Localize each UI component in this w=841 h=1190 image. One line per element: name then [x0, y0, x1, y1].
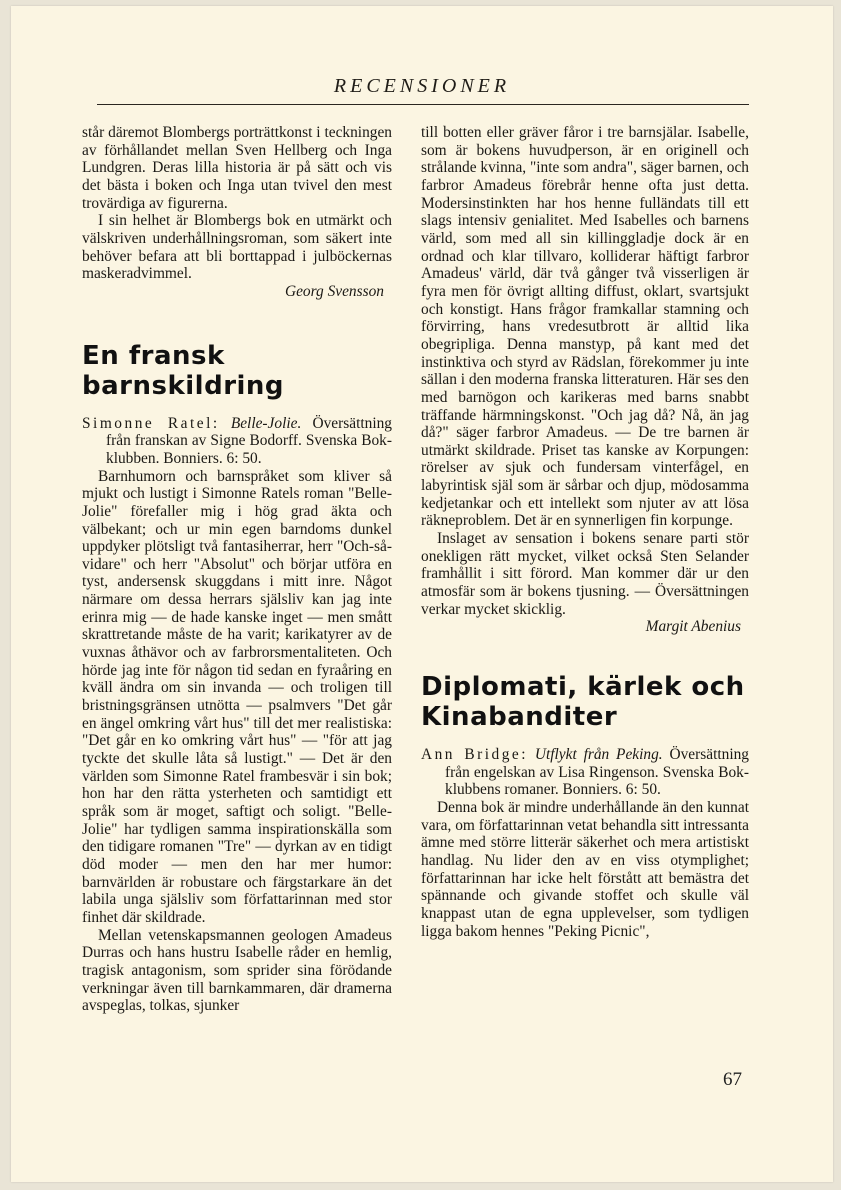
paragraph: Mellan vetenskapsmannen geologen Amadeus Durras och hans hustru Isabelle råder en hemlig, tragisk antagonism, som sprider sina förödande verkningar även till barnkammaren, där dramerna avspeglas, tolkas, sjunker: [82, 926, 392, 1015]
bibliographic-entry: [421, 746, 749, 799]
page-number: 67: [723, 1069, 742, 1090]
heading-line: Kinabanditer: [421, 702, 618, 733]
book-title: Utflykt från Peking.: [534, 746, 663, 764]
book-author: Ann Bridge:: [421, 746, 529, 764]
review-signature: Georg Svensson: [284, 282, 384, 300]
paragraph: Inslaget av sensation i bokens senare parti stör onekligen rätt mycket, vilket också Sten Selander framhållit i sitt förord. Man kommer där ur den atmosfär som är bokens tjusning. — Översättningen verkar mycket skicklig.: [421, 530, 749, 618]
running-head: RECENSIONER: [333, 75, 511, 97]
paragraph: Denna bok är mindre underhållande än den kunnat vara, om författarinnan vetat behandla sitt intressanta ämne med större litterär säkerhet och mera artistiskt handlag. Nu lider den av en viss otymplighet; författarinnan har icke helt förstått att bemästra det spännande och givande stoffet och skulle väl knappast utan de egna upplevelser, som tydligen ligga bakom hennes "Peking Picnic",: [421, 799, 749, 940]
review-signature: Margit Abenius: [645, 618, 741, 636]
header-rule: [97, 104, 749, 105]
heading-line: barnskildring: [82, 370, 285, 401]
right-column: [421, 124, 749, 940]
left-column: [82, 124, 392, 1015]
paragraph: I sin helhet är Blombergs bok en utmärkt och välskriven underhållningsroman, som säkert inte behöver befara att bli borttappad i julböckernas maskeradvimmel.: [82, 212, 392, 283]
book-details: Översättning från engelskan av Lisa Ringenson. Svenska Bok-klubbens romaner. Bonniers. 6: 50.: [445, 746, 749, 799]
book-title: Belle-Jolie.: [230, 414, 302, 432]
page: [11, 6, 833, 1182]
paragraph: står däremot Blombergs porträttkonst i teckningen av förhållandet mellan Sven Hellberg och Inga Lundgren. Deras lilla historia är på sätt och vis det bästa i boken och Inga utan tvivel den mest trovärdiga av figurerna.: [82, 124, 392, 212]
heading-line: En fransk: [82, 340, 225, 371]
book-author: Simonne Ratel:: [82, 414, 220, 432]
book-details: Översättning från franskan av Signe Bodorff. Svenska Bok-klubben. Bonniers. 6: 50.: [106, 414, 392, 467]
review-heading: [421, 672, 749, 732]
paragraph: till botten eller gräver fåror i tre barnsjälar. Isabelle, som är bokens huvudperson, är en originell och strålande kvinna, "inte som andra", säger barnen, och farbror Amadeus förebrår henne ofta just detta. Modersinstinkten har hos henne fulländats till ett slags intensiv genialitet. Med Isabelles och barnens värld, som med all sin killinggladje dock är en ordnad och klar tillvaro, kolliderar häftigt farbror Amadeus' värld, där två gånger två visserligen är fyra men för övrigt allting diffust, oklart, svartsjukt och konstigt. Hans frågor framkallar stamning och förvirring, hans vredesutbrott är alltid lika obegripliga. Denna manstyp, på kant med det instinktiva och styrd av Rädslan, förekommer ju inte sällan i den moderna franska litteraturen. Här ses den med barnögon och karikeras med barns snabbt träffande härmningskonst. "Och jag då? Nå, än jag då?" säger farbror Amadeus. — De tre barnen är utmärkt skildrade. Priset tas kanske av Korpungen: rörelser av sjuk och fundersam vinterfågel, en labyrintisk själ som är sårbar och djup, mödosamma kedjetankar och ett intellekt som njuter av att lösa räkneproblem. Det är en synnerligen fin korpunge.: [421, 124, 749, 530]
heading-line: Diplomati, kärlek och: [421, 672, 745, 703]
bibliographic-entry: [82, 415, 392, 468]
paragraph: Barnhumorn och barnspråket som kliver så mjukt och lustigt i Simonne Ratels roman "Belle-Jolie" förefaller mig i hög grad äkta och välbekant; och ur min egen barndoms dunkel uppdyker plötsligt två fantasiherrar, herr "Och-så-vidare" och herr "Absolut" och börjar utföra en tyst, andersensk skuggdans i mitt inre. Något närmare om dessa herrars själsliv kan jag inte erinra mig — de hade kanske inget — men smått skrattretande måste de ha varit; karikatyrer av de vuxnas åthävor och av farbrorsmentaliteten. Och hörde jag inte för någon tid sedan en fyraåring en kväll ändra om sin invanda — och troligen till bristningsgränsen utnötta — psalmvers "Det går en ängel omkring vårt hus" till det mer realistiska: "Det går en ko omkring vårt hus" — "för att jag tyckte det skulle låta så lustigt." — Det är den världen som Simonne Ratel frambesvär i sin bok; hon har den rätta ysterheten och samtidigt ett språk som är moget, saftigt och soligt. "Belle-Jolie" har tydligen samma inspirationskälla som den tidigare romanen "Tre" — dyrkan av en tidigt död moder — men den har mer humor: barnvärlden är robustare och färgstarkare än det labila unga själsliv som författarinnan med stor finhet där skildrade.: [82, 467, 392, 926]
review-heading: [82, 341, 392, 401]
